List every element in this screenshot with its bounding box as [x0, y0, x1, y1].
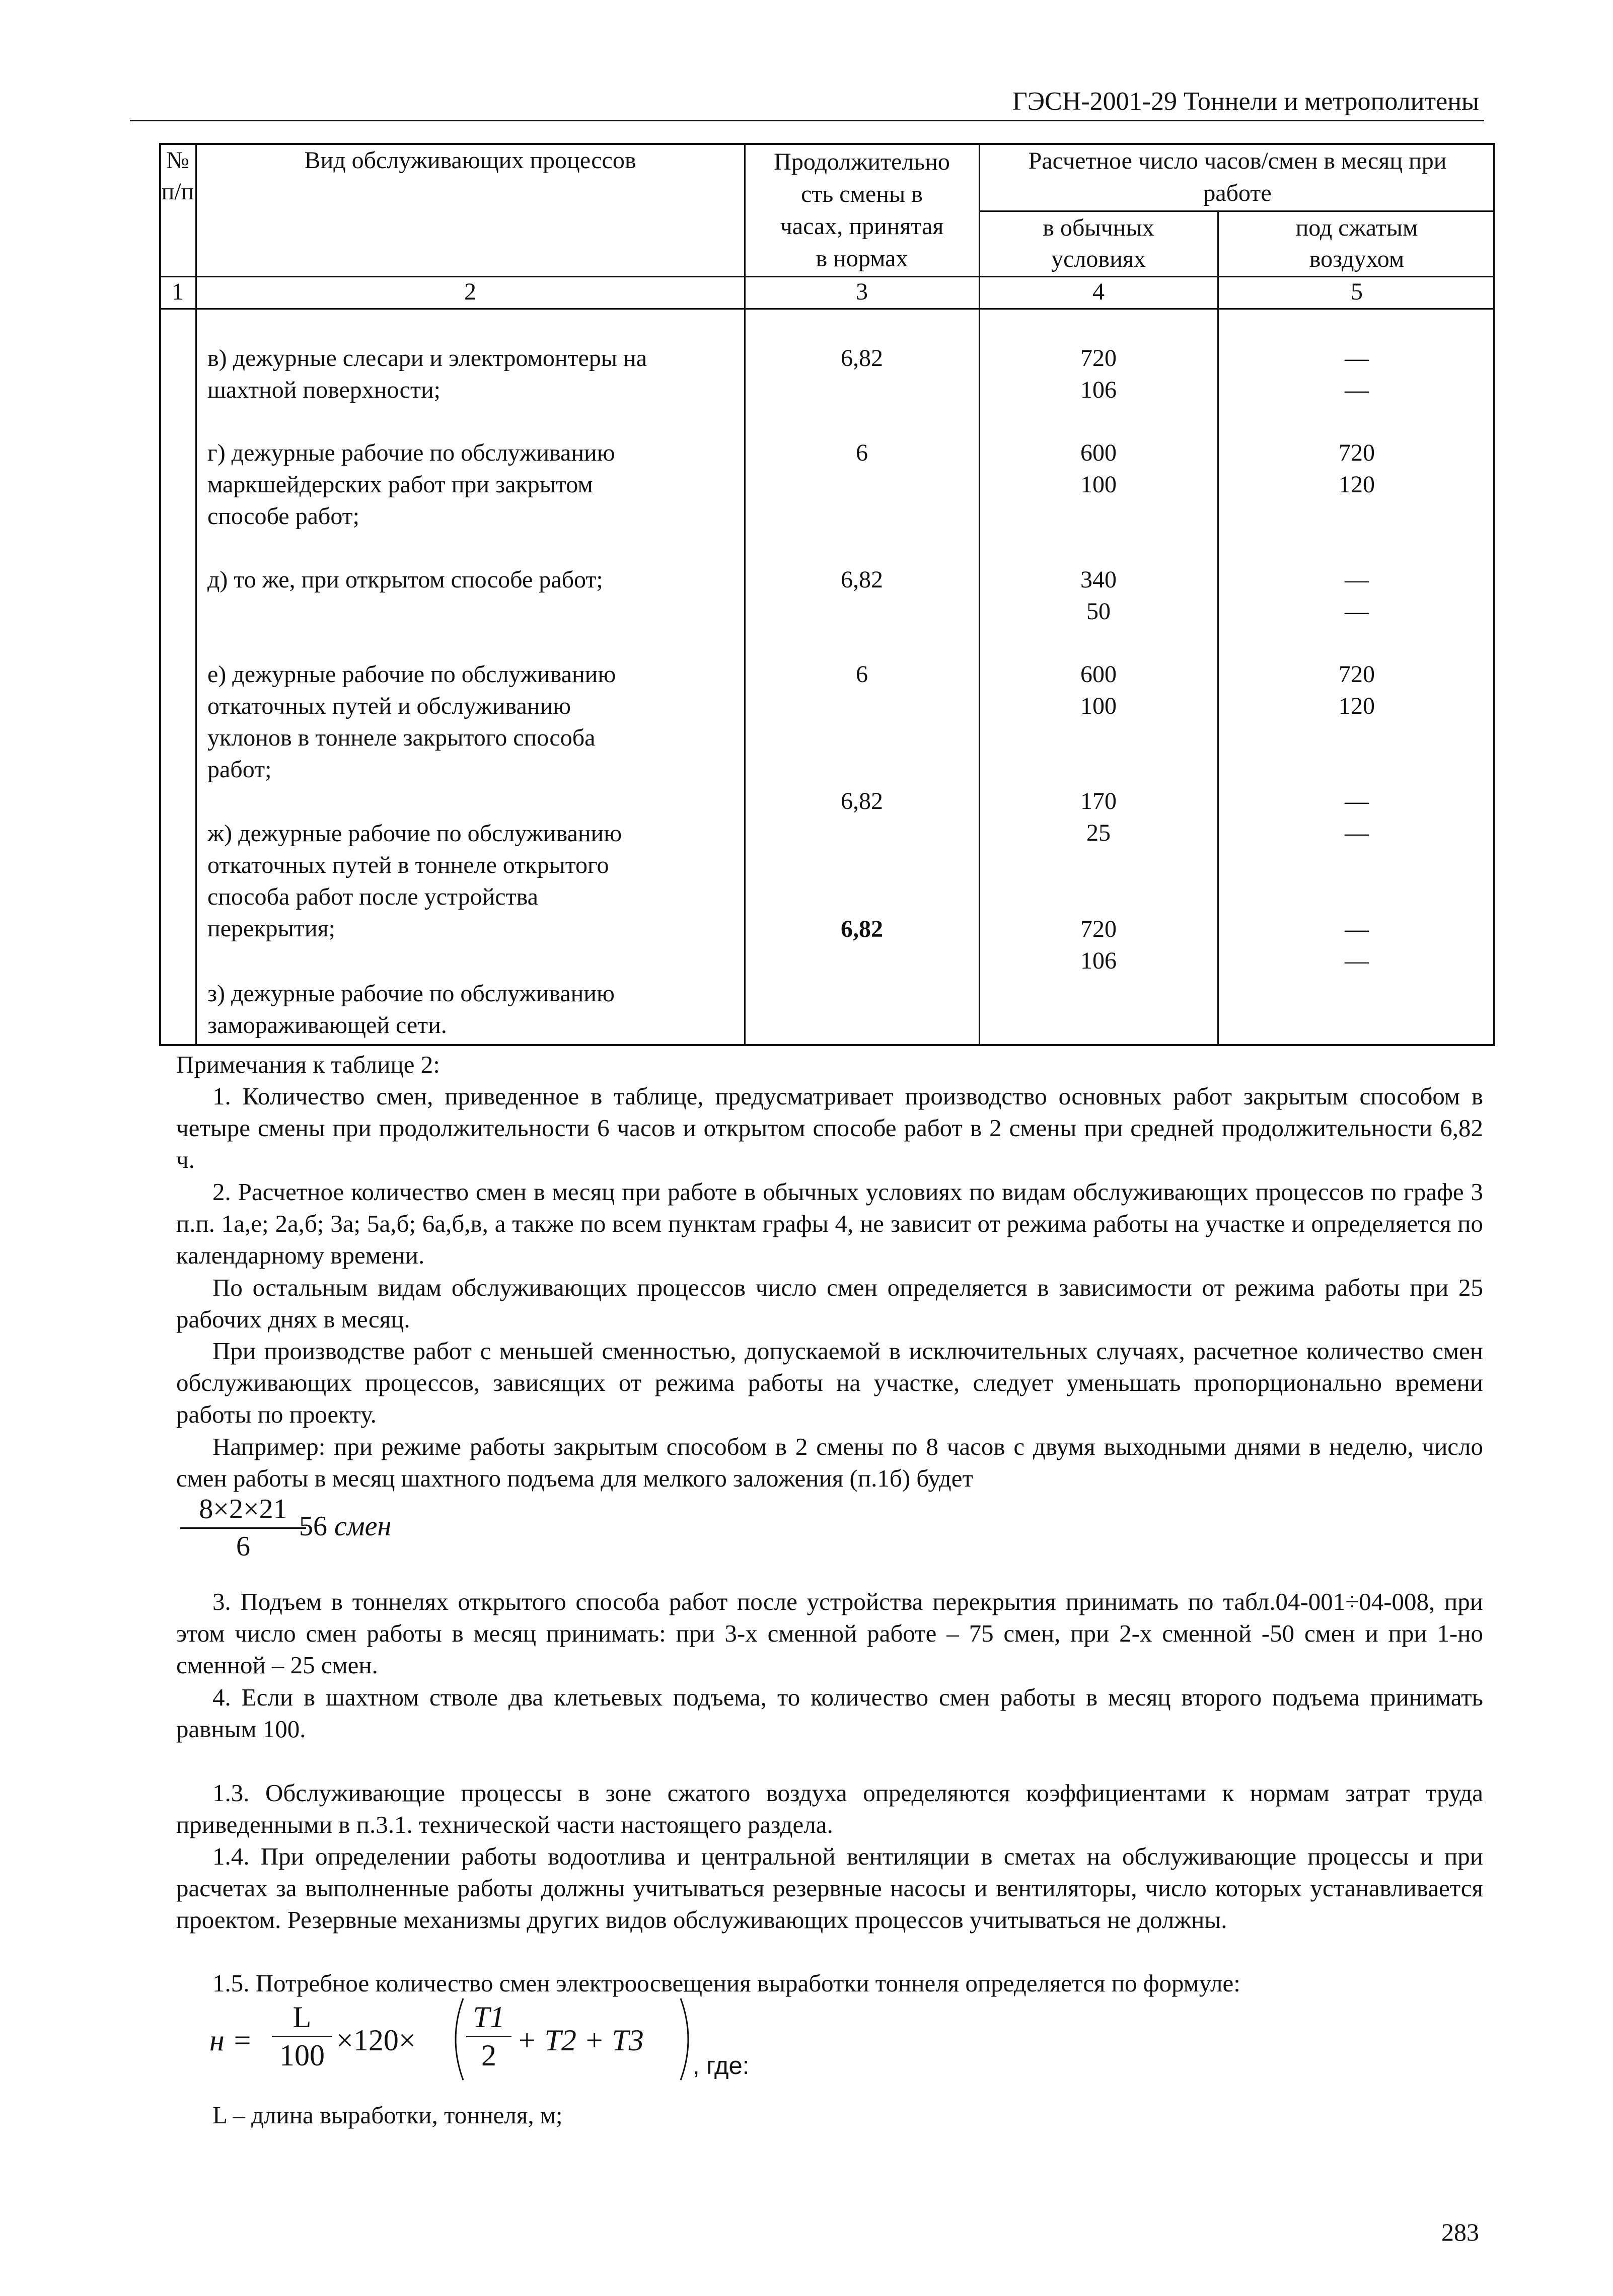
colnum-3: 3 — [856, 278, 868, 305]
row-g-duration: 6 — [856, 439, 868, 466]
formula-bar-T1 — [466, 2036, 511, 2037]
row-z-process: з) дежурные рабочие по обслуживанию замораживающей сети. — [207, 980, 615, 1039]
clause-1-4: 1.4. При определении работы водоотлива и центральной вентиляции в сметах на обслуживающие процессы и при расчетах за выполненные работы должны учитываться резервные насосы и вентиляторы, число которых устанавливается проектом. Резервные механизмы других видов обслуживающих процессов учитываться не должны. — [176, 1842, 1483, 1934]
colnum-4: 4 — [1092, 278, 1105, 305]
row-e-duration: 6 — [856, 661, 868, 688]
row-zh-process: ж) дежурные рабочие по обслуживанию откаточных путей в тоннеле открытого способа работ после устройства перекрытия; — [207, 820, 622, 942]
header-process: Вид обслуживающих процессов — [304, 147, 636, 174]
note-2-example: Например: при режиме работы закрытым способом в 2 смены по 8 часов с двумя выходными днями в неделю, число смен работы в месяц шахтного подъема для мелкого заложения (п.1б) будет — [176, 1433, 1483, 1492]
row-zh-duration: 6,82 — [841, 788, 883, 814]
colnum-2: 2 — [464, 278, 476, 305]
header-bottom-rule — [159, 276, 1495, 277]
row-zh-compressed: — — — [1345, 788, 1369, 846]
header-rule — [130, 120, 1484, 121]
row-z-duration: 6,82 — [841, 916, 883, 942]
definition-L: L – длина выработки, тоннеля, м; — [212, 2101, 563, 2129]
running-header: ГЭСН-2001-29 Тоннели и метрополитены — [1012, 87, 1479, 116]
note-3: 3. Подъем в тоннелях открытого способа работ после устройства перекрытия принимать по табл.04-001÷04-008, при этом число смен работы в месяц принимать: при 3-х сменной работе – 75 смен, при 2-х сменной -50 смен и при 1-но сменной – 25 смен. — [176, 1588, 1483, 1679]
row-v-normal: 720 106 — [1080, 345, 1117, 403]
note-2-continued: По остальным видам обслуживающих процессов число смен определяется в зависимости от режима работы при 25 рабочих днях в месяц. — [176, 1274, 1483, 1333]
col-divider-1 — [195, 143, 197, 1046]
notes-title: Примечания к таблице 2: — [176, 1051, 440, 1078]
formula-rest: + T2 + T3 — [517, 2024, 644, 2057]
row-g-process: г) дежурные рабочие по обслуживанию маркшейдерских работ при закрытом способе работ; — [207, 439, 615, 530]
row-v-duration: 6,82 — [841, 345, 883, 372]
row-g-normal: 600 100 — [1080, 439, 1117, 498]
colnum-5: 5 — [1351, 278, 1363, 305]
row-d-process: д) то же, при открытом способе работ; — [207, 566, 603, 593]
row-v-process: в) дежурные слесари и электромонтеры на шахтной поверхности; — [207, 345, 647, 403]
formula-denominator: 6 — [236, 1531, 250, 1562]
row-d-duration: 6,82 — [841, 566, 883, 593]
header-duration: Продолжительно сть смены в часах, принятая в нормах — [774, 149, 950, 272]
header-num: № п/п — [161, 147, 194, 205]
col-divider-2 — [744, 143, 746, 1046]
formula-numerator: 8×2×21 — [199, 1494, 287, 1525]
shift-count-formula — [180, 1493, 462, 1579]
formula-lhs: н = — [209, 2024, 253, 2057]
header-compressed: под сжатым воздухом — [1295, 214, 1418, 272]
formula-bar-L — [272, 2036, 332, 2037]
note-1: 1. Количество смен, приведенное в таблице, предусматривает производство основных работ закрытым способом в четыре смены при продолжительности 6 часов и открытом способе работ в 2 смены при средней продолжительности 6,82 ч. — [176, 1082, 1483, 1173]
colnum-1: 1 — [172, 278, 184, 305]
header-calc: Расчетное число часов/смен в месяц при работе — [1028, 147, 1447, 206]
header-normal: в обычных условиях — [1043, 214, 1154, 272]
row-v-compressed: — — — [1345, 345, 1369, 403]
row-d-compressed: — — — [1345, 566, 1369, 625]
lighting-formula — [209, 1995, 763, 2096]
formula-L: L — [292, 2001, 312, 2034]
subheader-rule — [979, 210, 1495, 212]
formula-2: 2 — [481, 2039, 496, 2072]
formula-T1: T1 — [473, 2001, 505, 2034]
clause-1-3: 1.3. Обслуживающие процессы в зоне сжатого воздуха определяются коэффициентами к нормам затрат труда приведенными в п.3.1. технической части настоящего раздела. — [176, 1779, 1483, 1838]
row-g-compressed: 720 120 — [1339, 439, 1375, 498]
note-2: 2. Расчетное количество смен в месяц при работе в обычных условиях по видам обслуживающих процессов по графе 3 п.п. 1а,е; 2а,б; 3а; 5а,б; 6а,б,в, а также по всем пунктам графы 4, не зависит от режима работы на участке и определяется по календарному времени. — [176, 1178, 1483, 1269]
col-divider-3 — [979, 143, 980, 1046]
formula-mul-120: ×120× — [336, 2024, 416, 2057]
row-z-normal: 720 106 — [1080, 916, 1117, 974]
clause-1-5: 1.5. Потребное количество смен электроосвещения выработки тоннеля определяется по формуле: — [212, 1969, 1240, 1997]
formula-100: 100 — [279, 2039, 325, 2072]
formula-where: , где: — [693, 2052, 750, 2080]
row-e-normal: 600 100 — [1080, 661, 1117, 719]
row-d-normal: 340 50 — [1080, 566, 1117, 625]
row-z-compressed: — — — [1345, 916, 1369, 974]
note-2-reduced-shift: При производстве работ с меньшей сменностью, допускаемой в исключительных случаях, расчетное количество смен обслуживающих процессов, зависящих от режима работы на участке, следует уменьшать пропорционально времени работы по проекту. — [176, 1337, 1483, 1428]
colnum-bottom-rule — [159, 308, 1495, 310]
row-e-process: е) дежурные рабочие по обслуживанию откаточных путей и обслуживанию уклонов в тоннеле закрытого способа работ; — [207, 661, 616, 783]
formula-result: 56 смен — [299, 1511, 392, 1542]
page-number: 283 — [1441, 2218, 1479, 2246]
col-divider-4 — [1217, 210, 1219, 1046]
left-paren-icon — [446, 1996, 466, 2082]
row-zh-normal: 170 25 — [1080, 788, 1117, 846]
note-4: 4. Если в шахтном стволе два клетьевых подъема, то количество смен работы в месяц второго подъема принимать равным 100. — [176, 1683, 1483, 1743]
row-e-compressed: 720 120 — [1339, 661, 1375, 719]
formula-fraction-bar — [180, 1527, 306, 1529]
